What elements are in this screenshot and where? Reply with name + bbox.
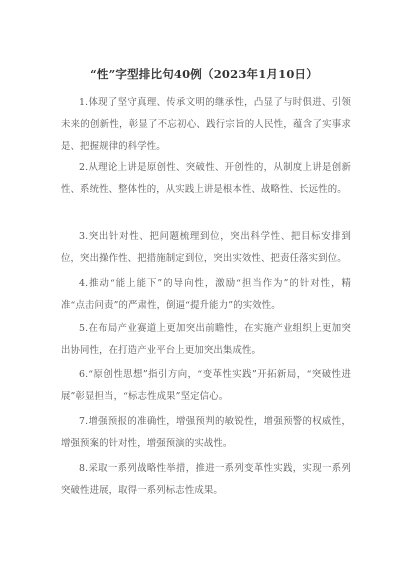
paragraph-item-7: 7.增强预报的准确性，增强预判的敏锐性，增强预警的权威性，增强预案的针对性，增强预演的实战性。	[61, 416, 351, 449]
paragraph-item-8: 8.采取一系列战略性举措，推进一系列变革性实践，实现一系列突破性进展，取得一系列标志性成果。	[61, 463, 351, 496]
paragraph-item-5: 5.在布局产业赛道上更加突出前瞻性，在实施产业组织上更加突出协同性，在打造产业平台上更加突出集成性。	[61, 323, 351, 356]
paragraph-item-1: 1.体现了坚守真理、传承文明的继承性，凸显了与时俱进、引领未来的创新性，彰显了不忘初心、践行宗旨的人民性，蕴含了实事求是、把握规律的科学性。	[61, 97, 351, 152]
paragraph-item-4: 4.推动“能上能下”的导向性，激励“担当作为”的针对性，精准“点击问责”的严肃性，倒逼“提升能力”的实效性。	[61, 278, 351, 311]
document-title: “性”字型排比句40例（2023年1月10日）	[90, 67, 318, 81]
paragraph-item-3: 3.突出针对性、把问题梳理到位，突出科学性、把目标安排到位，突出操作性、把措施制定到位，突出实效性、把责任落实到位。	[61, 231, 351, 264]
paragraph-item-6: 6.“原创性思想”指引方向，“变革性实践”开拓新局，“突破性进展”彰显担当，“标志性成果”坚定信心。	[61, 369, 351, 402]
paragraph-item-2: 2.从理论上讲是原创性、突破性、开创性的，从制度上讲是创新性、系统性、整体性的，从实践上讲是根本性、战略性、长远性的。	[61, 162, 351, 195]
